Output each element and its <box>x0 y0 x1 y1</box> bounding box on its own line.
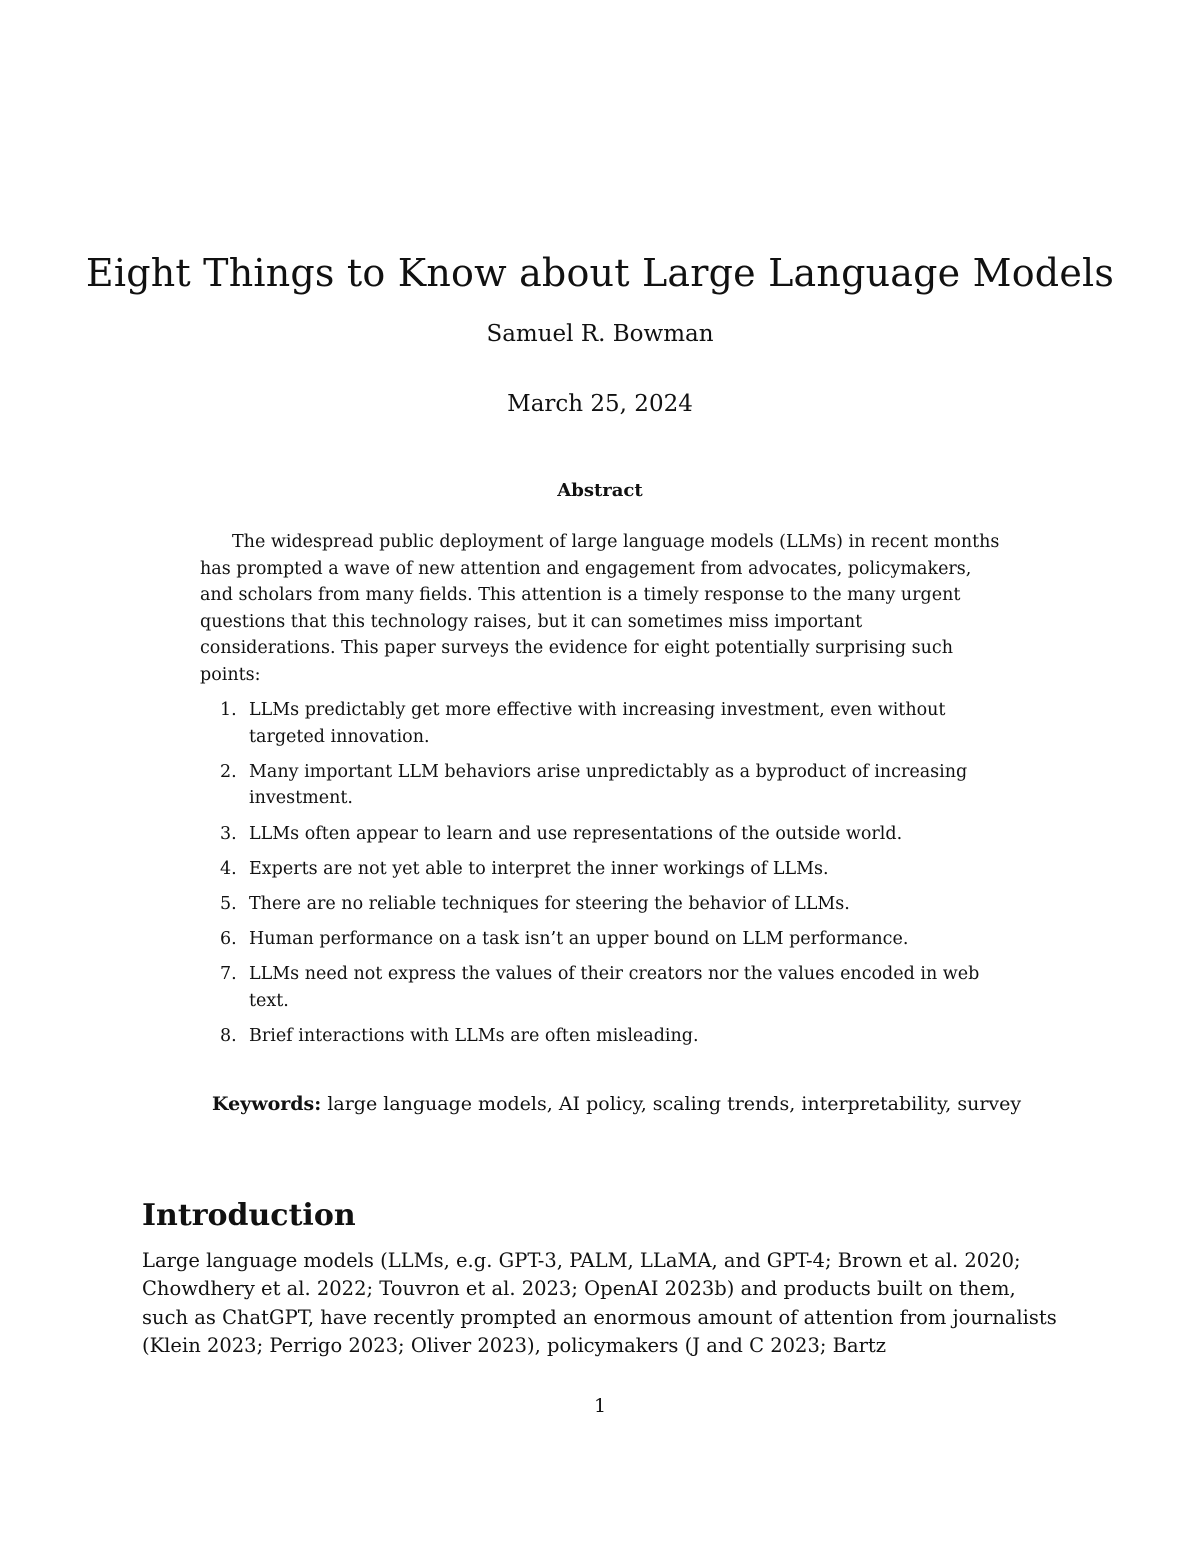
list-item <box>200 961 1000 1014</box>
list-item-text: There are no reliable techniques for steering the behavior of LLMs. <box>249 893 850 914</box>
list-item-number: 4. <box>220 858 237 879</box>
author-name: Samuel R. Bowman <box>486 321 714 347</box>
publication-date: March 25, 2024 <box>507 391 693 417</box>
list-item-number: 3. <box>220 823 237 844</box>
list-item <box>200 697 1000 750</box>
list-item-number: 8. <box>220 1026 237 1047</box>
list-item-number: 7. <box>220 964 237 985</box>
list-item-number: 6. <box>220 929 237 950</box>
keywords-label: Keywords: <box>212 1093 322 1115</box>
list-item-text: Many important LLM behaviors arise unpredictably as a byproduct of increasing investment. <box>249 761 968 809</box>
list-item <box>200 1023 1000 1050</box>
abstract-points-list <box>200 697 1000 1058</box>
list-item <box>200 821 1000 848</box>
section-heading-introduction: Introduction <box>142 1197 356 1233</box>
paper-title: Eight Things to Know about Large Language Models <box>85 251 1115 296</box>
abstract-heading: Abstract <box>557 480 643 501</box>
list-item <box>200 926 1000 953</box>
keywords-text: large language models, AI policy, scaling trends, interpretability, survey <box>327 1093 1022 1115</box>
page-number: 1 <box>593 1395 607 1417</box>
list-item-text: Brief interactions with LLMs are often misleading. <box>249 1026 699 1047</box>
list-item-number: 2. <box>220 761 237 782</box>
list-item-text: LLMs often appear to learn and use representations of the outside world. <box>249 823 903 844</box>
introduction-body: Large language models (LLMs, e.g. GPT-3, PALM, LLaMA, and GPT-4; Brown et al. 2020; Chowdhery et al. 2022; Touvron et al. 2023; OpenAI 2023b) and products built on them, such as ChatGPT, have recently prompted an enormous amount of attention from journalists (Klein 2023; Perrigo 2023; Oliver 2023), policymakers (J and C 2023; Bartz <box>142 1249 1057 1358</box>
abstract-body: The widespread public deployment of large language models (LLMs) in recent months has prompted a wave of new attention and engagement from advocates, policymakers, and scholars from many fields. This attention is a timely response to the many urgent questions that this technology raises, but it can sometimes miss important considerations. This paper surveys the evidence for eight potentially surprising such points: <box>200 532 1000 685</box>
list-item-text: LLMs need not express the values of their creators nor the values encoded in web text. <box>249 964 980 1011</box>
list-item-text: Human performance on a task isn’t an upper bound on LLM performance. <box>249 929 909 950</box>
keywords-line <box>212 1090 1112 1118</box>
list-item <box>200 856 1000 883</box>
list-item-number: 1. <box>220 700 237 720</box>
list-item <box>200 891 1000 918</box>
list-item-number: 5. <box>220 893 237 914</box>
list-item-text: LLMs predictably get more effective with increasing investment, even without targeted innovation. <box>249 700 946 747</box>
list-item-text: Experts are not yet able to interpret the inner workings of LLMs. <box>249 858 829 879</box>
list-item <box>200 759 1000 812</box>
